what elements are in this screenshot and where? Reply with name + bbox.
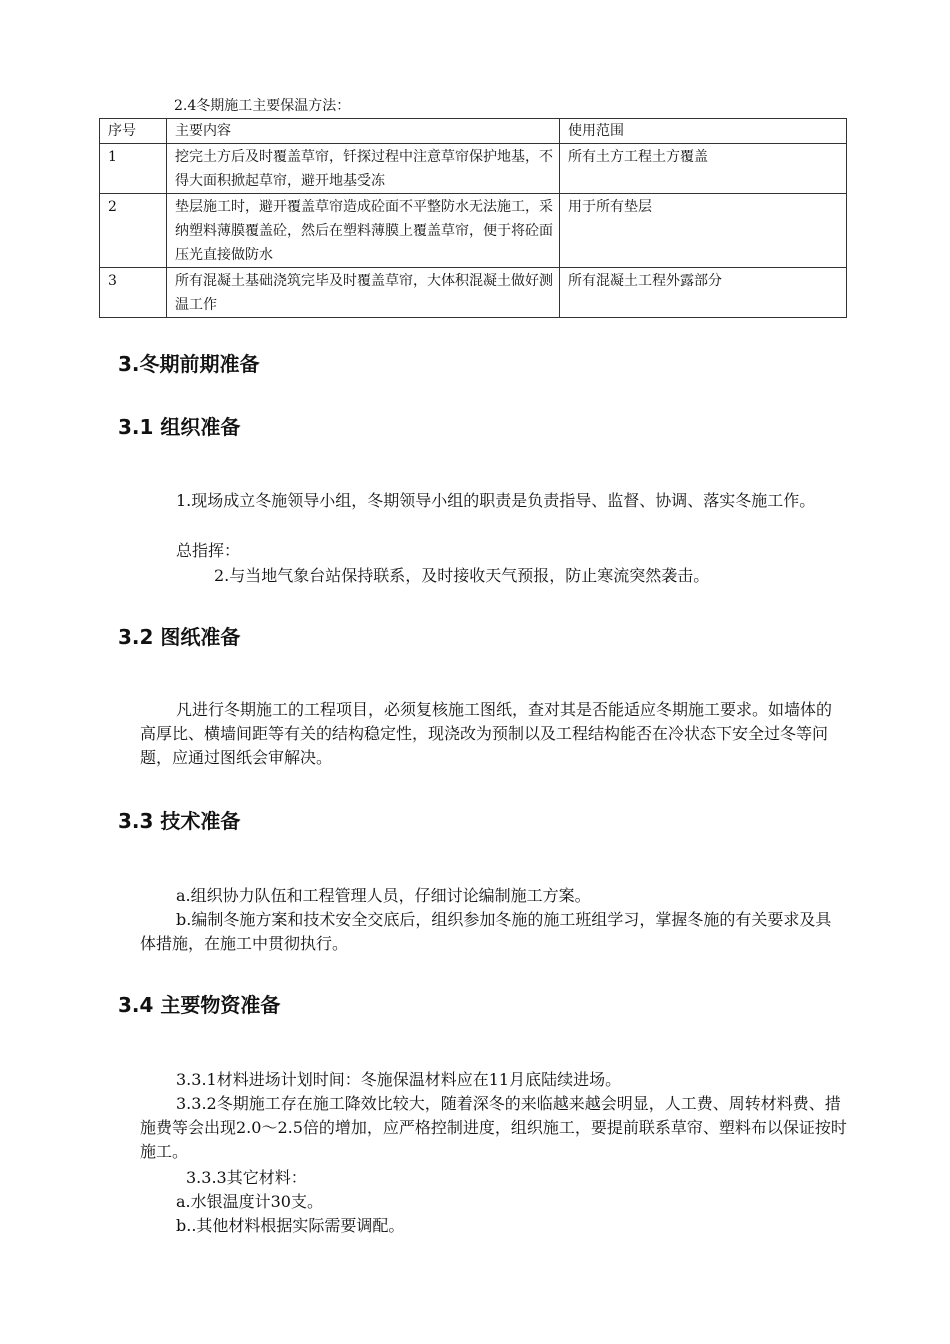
section-3-2-heading: 3.2 图纸准备 [118, 625, 241, 649]
section-3-4-paragraph-2: 3.3.2冬期施工存在施工降效比较大，随着深冬的来临越来越会明显，人工费、周转材料费、措施费等会出现2.0～2.5倍的增加，应严格控制进度，组织施工，要提前联系草帘、塑料布以保证按时施工。 [140, 1094, 847, 1161]
row-content: 挖完土方后及时覆盖草帘，钎探过程中注意草帘保护地基，不得大面积掀起草帘，避开地基受冻 [167, 144, 560, 194]
row-scope: 所有土方工程土方覆盖 [560, 144, 847, 194]
header-content: 主要内容 [167, 119, 560, 144]
table-header-row [100, 119, 847, 144]
section-3-4-paragraph-5: b..其他材料根据实际需要调配。 [176, 1216, 405, 1235]
row-scope: 所有混凝土工程外露部分 [560, 268, 847, 318]
section-3-heading: 3.冬期前期准备 [118, 352, 260, 376]
table-row [100, 144, 847, 194]
table-row [100, 268, 847, 318]
section-3-1-heading: 3.1 组织准备 [118, 415, 241, 439]
table-row [100, 194, 847, 268]
row-no: 2 [100, 194, 167, 268]
section-3-3-paragraph-2: b.编制冬施方案和技术安全交底后，组织参加冬施的施工班组学习，掌握冬施的有关要求及具体措施，在施工中贯彻执行。 [140, 910, 832, 953]
section-3-1-paragraph-3: 2.与当地气象台站保持联系，及时接收天气预报，防止寒流突然袭击。 [214, 566, 710, 585]
row-content: 所有混凝土基础浇筑完毕及时覆盖草帘，大体积混凝土做好测温工作 [167, 268, 560, 318]
section-3-4-paragraph-1: 3.3.1材料进场计划时间：冬施保温材料应在11月底陆续进场。 [176, 1070, 622, 1089]
section-3-1-paragraph-1: 1.现场成立冬施领导小组，冬期领导小组的职责是负责指导、监督、协调、落实冬施工作。 [176, 491, 816, 510]
section-3-1-paragraph-2: 总指挥： [176, 541, 241, 560]
section-3-2-paragraph-1: 凡进行冬期施工的工程项目，必须复核施工图纸，查对其是否能适应冬期施工要求。如墙体的高厚比、横墙间距等有关的结构稳定性，现浇改为预制以及工程结构能否在冷状态下安全过冬等问题，应通过图纸会审解决。 [140, 700, 833, 767]
row-content: 垫层施工时，避开覆盖草帘造成砼面不平整防水无法施工，采纳塑料薄膜覆盖砼，然后在塑料薄膜上覆盖草帘，便于将砼面压光直接做防水 [167, 194, 560, 268]
section-3-4-paragraph-4: a.水银温度计30支。 [176, 1192, 323, 1211]
header-no: 序号 [100, 119, 167, 144]
row-scope: 用于所有垫层 [560, 194, 847, 268]
header-scope: 使用范围 [560, 119, 847, 144]
section-3-3-heading: 3.3 技术准备 [118, 809, 241, 833]
row-no: 1 [100, 144, 167, 194]
row-no: 3 [100, 268, 167, 318]
table-caption: 2.4冬期施工主要保温方法： [174, 98, 351, 114]
insulation-methods-table [99, 118, 847, 318]
section-3-3-paragraph-1: a.组织协力队伍和工程管理人员，仔细讨论编制施工方案。 [176, 886, 591, 905]
section-3-4-paragraph-3: 3.3.3其它材料： [186, 1168, 307, 1187]
section-3-4-heading: 3.4 主要物资准备 [118, 993, 281, 1017]
